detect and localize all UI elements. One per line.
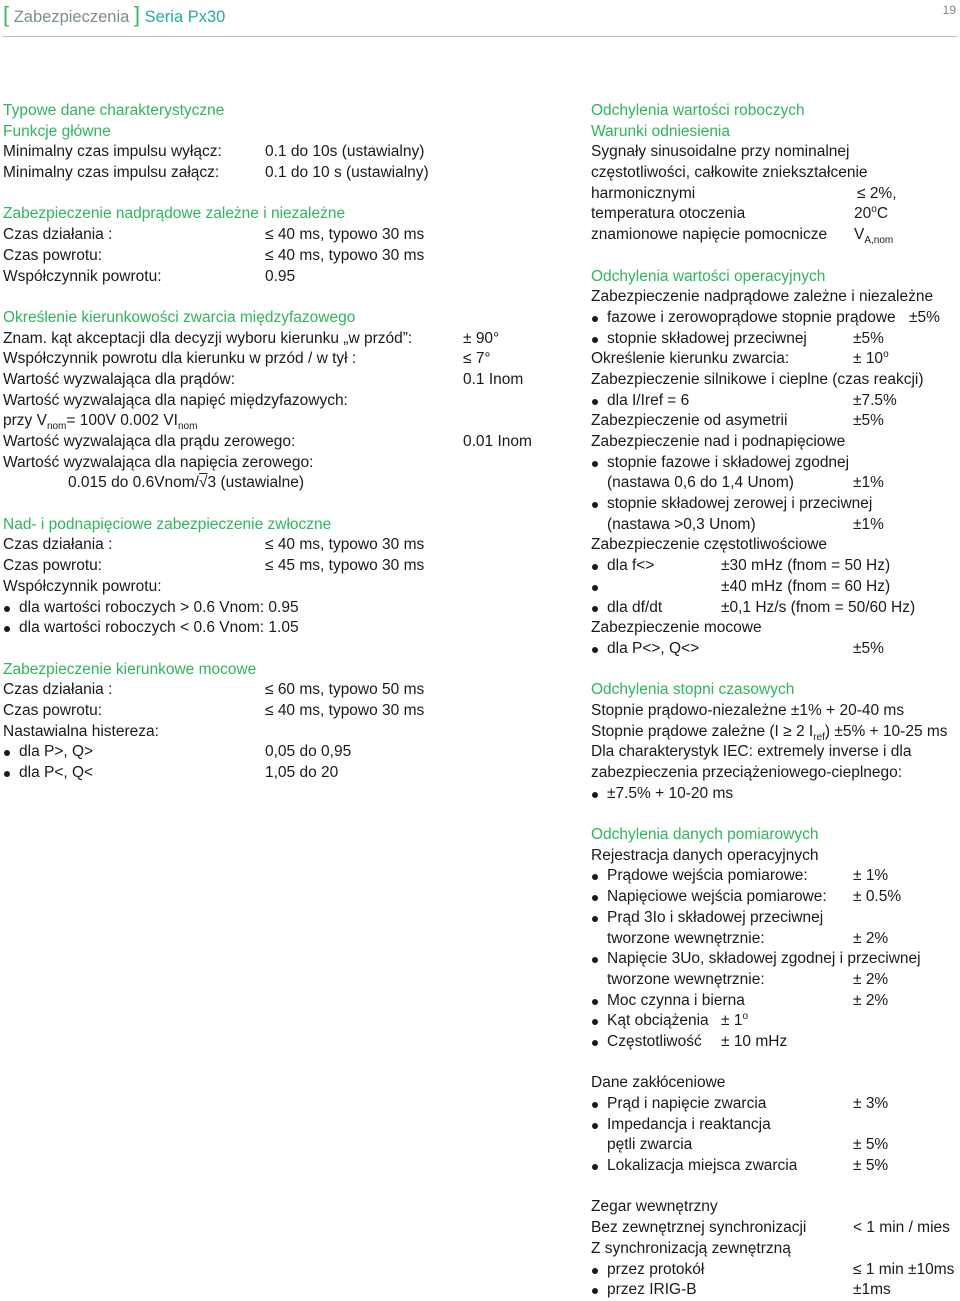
bullet-text: dla df/dt xyxy=(607,598,663,616)
bullet-item xyxy=(591,949,957,970)
spec-row xyxy=(3,701,563,722)
page-number: 19 xyxy=(942,3,956,17)
spec-value: ≤ 40 ms, typowo 30 ms xyxy=(265,536,425,554)
bullet-text: Napięciowe wejścia pomiarowe: xyxy=(607,888,827,906)
value-sub: A,nom xyxy=(864,235,894,247)
spec-row xyxy=(3,370,563,391)
spec-value: 0.01 Inom xyxy=(463,433,532,450)
spec-row xyxy=(591,349,957,370)
spec-row xyxy=(591,184,957,205)
bullet-item xyxy=(591,887,957,908)
section-heading: Określenie kierunkowości zwarcia międzyfazowego xyxy=(3,308,356,326)
spec-label: Wartość wyzwalająca dla napięcia zerowego: xyxy=(3,453,314,471)
spec-row xyxy=(3,432,563,453)
spec-row xyxy=(591,225,957,246)
bullet-value: ±30 mHz (fnom = 50 Hz) xyxy=(721,557,891,575)
spec-label: Współczynnik powrotu dla kierunku w przód / w tył : xyxy=(3,350,357,368)
bullet-item xyxy=(591,453,957,474)
bullet-text: ±7.5% + 10-20 ms xyxy=(607,784,734,802)
spec-label: harmonicznymi xyxy=(591,184,696,202)
spec-value: ±5% xyxy=(853,412,884,430)
value-part: 3 (ustawialne) xyxy=(207,474,305,492)
text-line: Z synchronizacją zewnętrzną xyxy=(591,1239,791,1257)
value-part: 20 xyxy=(854,205,872,223)
spec-label: Czas powrotu: xyxy=(3,701,103,719)
bullet-continuation xyxy=(591,929,957,950)
bullet-text: przez IRIG-B xyxy=(607,1281,697,1299)
spec-row xyxy=(3,142,563,163)
bullet-text: Napięcie 3Uo, składowej zgodnej i przeciwnej xyxy=(607,950,921,968)
bullet-item xyxy=(3,618,563,639)
bullet-value: ≤ 1 min ±10ms xyxy=(853,1260,955,1278)
section-heading: Nad- i podnapięciowe zabezpieczenie zwłoczne xyxy=(3,515,332,533)
spec-label: Określenie kierunku zwarcia: xyxy=(591,350,790,368)
text-line: Zabezpieczenie nad i podnapięciowe xyxy=(591,433,846,450)
spec-row xyxy=(591,204,957,225)
text-line: Zabezpieczenie silnikowe i cieplne (czas reakcji) xyxy=(591,370,924,388)
spec-row xyxy=(3,246,563,267)
bullet-value: ±1% xyxy=(853,515,884,533)
bullet-value: ± 5% xyxy=(853,1157,889,1175)
spec-value: ± 90° xyxy=(463,329,500,347)
spec-label: Współczynnik powrotu: xyxy=(3,577,162,595)
text-line: Sygnały sinusoidalne przy nominalnej xyxy=(591,143,850,161)
bullet-value: ± 2% xyxy=(853,991,889,1009)
spec-value xyxy=(854,225,893,246)
bullet-item xyxy=(3,763,563,784)
text-line: Zabezpieczenie mocowe xyxy=(591,619,762,637)
section-subheading: Warunki odniesienia xyxy=(591,122,731,140)
spec-label: Nastawialna histereza: xyxy=(3,722,159,740)
spec-value: 0.1 do 10s (ustawialny) xyxy=(265,143,425,161)
bullet-text: Częstotliwość xyxy=(607,1032,702,1050)
bullet-value: ±40 mHz (fnom = 60 Hz) xyxy=(721,577,891,595)
text-line: Zabezpieczenie nadprądowe zależne i niezależne xyxy=(591,288,934,306)
series-name: Seria Px30 xyxy=(144,8,226,26)
bullet-value: ±1% xyxy=(853,474,884,492)
spec-value: ≤ 60 ms, typowo 50 ms xyxy=(265,681,425,699)
spec-label: Czas powrotu: xyxy=(3,557,103,575)
section-heading: Zabezpieczenie kierunkowe mocowe xyxy=(3,660,257,678)
vnom-sub: nom xyxy=(178,421,198,433)
bullet-text: dla I/Iref = 6 xyxy=(607,391,690,409)
spec-label: Współczynnik powrotu: xyxy=(3,267,162,285)
bullet-item xyxy=(591,1260,957,1281)
bullet-value: ± 2% xyxy=(853,970,889,988)
text-line: Dane zakłóceniowe xyxy=(591,1074,726,1092)
text-line: Zabezpieczenie częstotliwościowe xyxy=(591,536,828,554)
bullet-item xyxy=(591,866,957,887)
bullet-value xyxy=(721,1011,748,1032)
spec-value: 0.95 xyxy=(265,267,296,285)
bullet-text: dla P<>, Q<> xyxy=(607,639,700,657)
page-header xyxy=(0,0,960,38)
spec-row xyxy=(3,163,563,184)
spec-row xyxy=(3,349,563,370)
bullet-text: (nastawa 0,6 do 1,4 Unom) xyxy=(607,474,794,492)
bullet-item xyxy=(591,991,957,1012)
spec-value: 0.1 do 10 s (ustawialny) xyxy=(265,164,429,182)
bullet-item xyxy=(591,639,957,660)
spec-label: Wartość wyzwalająca dla prądów: xyxy=(3,370,236,388)
vnom-pre: przy V xyxy=(3,412,47,430)
bullet-text: przez protokół xyxy=(607,1260,705,1278)
degree-sup: o xyxy=(883,349,889,361)
bullet-text: Impedancja i reaktancja xyxy=(607,1115,771,1133)
spec-label: Wartość wyzwalająca dla napięć międzyfazowych: xyxy=(3,391,348,409)
value-part: V xyxy=(854,226,865,244)
bullet-text: dla wartości roboczych > 0.6 Vnom: 0.95 xyxy=(19,598,299,616)
spec-value xyxy=(853,349,889,370)
spec-value: 0.1 Inom xyxy=(463,370,524,388)
spec-row xyxy=(3,225,563,246)
spec-value: ≤ 40 ms, typowo 30 ms xyxy=(265,226,425,244)
bullet-value: ±5% xyxy=(909,308,940,326)
bullet-item xyxy=(591,784,957,805)
spec-row xyxy=(3,453,563,474)
spec-row xyxy=(3,329,563,350)
section-subheading: Funkcje główne xyxy=(3,122,111,140)
bullet-text: Prąd i napięcie zwarcia xyxy=(607,1095,767,1112)
bullet-item xyxy=(591,494,957,515)
text-line: Dla charakterystyk IEC: extremely inverse i dla xyxy=(591,743,912,761)
left-column xyxy=(3,101,563,784)
bracket-close: ] xyxy=(133,2,141,27)
spec-value xyxy=(854,204,888,225)
bullet-item xyxy=(591,908,957,929)
text-line: zabezpieczenia przeciążeniowego-cieplnego: xyxy=(591,764,903,781)
degree-sup: o xyxy=(871,204,877,216)
text-line: Rejestracja danych operacyjnych xyxy=(591,846,819,864)
section-heading: Odchylenia stopni czasowych xyxy=(591,681,795,699)
spec-label: Bez zewnętrznej synchronizacji xyxy=(591,1219,807,1237)
section-heading: Odchylenia wartości roboczych xyxy=(591,102,805,119)
bullet-text: stopnie składowej przeciwnej xyxy=(607,329,807,347)
spec-value: ≤ 2%, xyxy=(857,184,897,202)
spec-label: Czas działania : xyxy=(3,226,113,244)
spec-row xyxy=(591,1218,957,1239)
bullet-text: tworzone wewnętrznie: xyxy=(607,929,765,947)
spec-label: Czas działania : xyxy=(3,681,113,699)
spec-value: ≤ 40 ms, typowo 30 ms xyxy=(265,701,425,719)
bullet-text: dla P>, Q> xyxy=(19,743,94,761)
value-part: ± 10 xyxy=(853,350,884,368)
text-part: Stopnie prądowe zależne (I ≥ 2 I xyxy=(591,722,814,740)
spec-row xyxy=(3,267,563,288)
bullet-value: ± 2% xyxy=(853,929,889,947)
bullet-item xyxy=(591,308,957,329)
bullet-value: 0,05 do 0,95 xyxy=(265,743,352,761)
bullet-text: dla wartości roboczych < 0.6 Vnom: 1.05 xyxy=(19,619,299,637)
bullet-value: ±0,1 Hz/s (fnom = 50/60 Hz) xyxy=(721,598,916,616)
spec-label: Wartość wyzwalająca dla prądu zerowego: xyxy=(3,433,296,450)
spec-label: Czas działania : xyxy=(3,536,113,554)
spec-label: Czas powrotu: xyxy=(3,246,103,264)
zero-voltage-value xyxy=(3,473,563,494)
text-line: Zegar wewnętrzny xyxy=(591,1198,718,1216)
sqrt-symbol: √ xyxy=(199,474,208,492)
bullet-item xyxy=(591,577,957,598)
text-line: częstotliwości, całkowite zniekształcenie xyxy=(591,164,868,182)
bullet-value: ±5% xyxy=(853,329,884,347)
bullet-item xyxy=(591,1115,957,1136)
bullet-text: Kąt obciążenia xyxy=(607,1012,709,1030)
spec-row xyxy=(591,411,957,432)
spec-label: Zabezpieczenie od asymetrii xyxy=(591,412,788,430)
spec-label: Minimalny czas impulsu załącz: xyxy=(3,164,220,182)
bullet-item xyxy=(591,1032,957,1053)
bullet-item xyxy=(591,1011,957,1032)
vnom-row xyxy=(3,411,563,432)
bullet-text: tworzone wewnętrznie: xyxy=(607,970,765,988)
bullet-text: stopnie fazowe i składowej zgodnej xyxy=(607,453,850,471)
bullet-value: ± 5% xyxy=(853,1136,889,1154)
bullet-continuation xyxy=(591,515,957,536)
value-part: ± 1 xyxy=(721,1012,743,1030)
bullet-text: dla P<, Q< xyxy=(19,764,94,781)
value-part: C xyxy=(876,205,889,223)
bullet-value: 1,05 do 20 xyxy=(265,764,339,781)
section-name: Zabezpieczenia xyxy=(13,8,130,26)
bullet-item xyxy=(3,598,563,619)
bracket-open: [ xyxy=(3,2,10,27)
bullet-text: Prądowe wejścia pomiarowe: xyxy=(607,867,808,885)
spec-label: znamionowe napięcie pomocnicze xyxy=(591,226,828,244)
bullet-item xyxy=(591,1094,957,1115)
spec-row xyxy=(3,577,563,598)
bullet-text: Lokalizacja miejsca zwarcia xyxy=(607,1157,798,1175)
spec-value: ≤ 45 ms, typowo 30 ms xyxy=(265,557,425,575)
bullet-item xyxy=(591,329,957,350)
bullet-text: Moc czynna i bierna xyxy=(607,991,745,1009)
spec-value: ≤ 40 ms, typowo 30 ms xyxy=(265,246,425,264)
spec-label: Minimalny czas impulsu wyłącz: xyxy=(3,143,222,161)
bullet-text: (nastawa >0,3 Unom) xyxy=(607,515,756,533)
bullet-value: ± 1% xyxy=(853,867,889,885)
bullet-value: ± 0.5% xyxy=(853,888,902,906)
spec-row xyxy=(3,535,563,556)
section-heading: Zabezpieczenie nadprądowe zależne i niezależne xyxy=(3,205,346,223)
vnom-sub: nom xyxy=(46,421,67,433)
bullet-text xyxy=(591,578,607,595)
degree-sup: o xyxy=(742,1011,748,1023)
spec-row xyxy=(3,391,563,412)
header-divider xyxy=(3,36,957,37)
text-sub: ref xyxy=(813,731,825,743)
spec-label: temperatura otoczenia xyxy=(591,205,746,223)
bullet-item xyxy=(591,391,957,412)
bullet-continuation xyxy=(591,473,957,494)
bullet-item xyxy=(591,1280,957,1301)
bullet-value: ±7.5% xyxy=(853,391,897,409)
section-heading: Typowe dane charakterystyczne xyxy=(3,102,225,119)
bullet-value: ±5% xyxy=(853,639,884,657)
text-part: ) ±5% + 10-25 ms xyxy=(824,722,948,740)
text-line xyxy=(591,722,957,743)
vnom-mid: = 100V 0.002 VI xyxy=(66,412,178,430)
bullet-text: stopnie składowej zerowej i przeciwnej xyxy=(607,495,873,513)
bullet-continuation xyxy=(591,1135,957,1156)
bullet-item xyxy=(591,1156,957,1177)
section-heading: Odchylenia wartości operacyjnych xyxy=(591,267,826,285)
spec-row xyxy=(3,722,563,743)
spec-value: ≤ 7° xyxy=(463,350,491,368)
bullet-value: ± 10 mHz xyxy=(721,1032,788,1050)
right-column xyxy=(591,101,957,1301)
bullet-item xyxy=(3,742,563,763)
bullet-item xyxy=(591,556,957,577)
spec-row xyxy=(3,680,563,701)
spec-label: Znam. kąt akceptacji dla decyzji wyboru kierunku „w przód”: xyxy=(3,329,413,347)
bullet-continuation xyxy=(591,970,957,991)
value-part: 0.015 do 0.6Vnom/ xyxy=(68,474,199,492)
bullet-text: pętli zwarcia xyxy=(607,1136,693,1154)
bullet-text: Prąd 3Io i składowej przeciwnej xyxy=(607,908,824,926)
bullet-value: ± 3% xyxy=(853,1095,889,1112)
spec-value: < 1 min / mies xyxy=(853,1219,950,1237)
bullet-item xyxy=(591,598,957,619)
text-line: Stopnie prądowo-niezależne ±1% + 20-40 ms xyxy=(591,701,905,719)
bullet-text: fazowe i zerowoprądowe stopnie prądowe xyxy=(607,308,896,326)
header-title xyxy=(3,2,225,28)
section-heading: Odchylenia danych pomiarowych xyxy=(591,826,819,844)
spec-row xyxy=(3,556,563,577)
bullet-text: dla f<> xyxy=(607,557,655,575)
bullet-value: ±1ms xyxy=(853,1281,891,1299)
